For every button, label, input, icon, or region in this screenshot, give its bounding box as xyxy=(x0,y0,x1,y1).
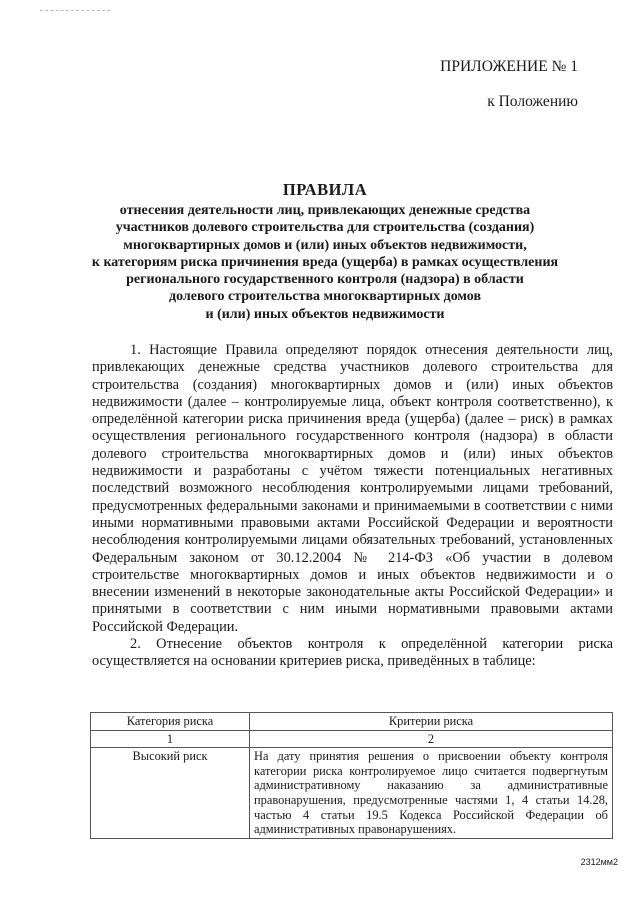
appendix-reference: к Положению xyxy=(487,93,578,110)
title-main: ПРАВИЛА xyxy=(282,180,368,199)
header-risk-criteria: Критерии риска xyxy=(250,713,613,731)
appendix-number: ПРИЛОЖЕНИЕ № 1 xyxy=(440,58,578,75)
risk-criteria-cell: На дату принятия решения о присвоении объекту контроля категории риска контролируемое лицо считается подвергнутым административному наказанию за административные правонарушения, предусмотренные частями 1, 4 статьи 14.28, частью 4 статьи 19.5 Кодекса Российской Федерации об административных правонарушениях. xyxy=(250,748,613,839)
title-line: к категориям риска причинения вреда (ущерба) в рамках осуществления xyxy=(91,254,559,270)
risk-category-cell: Высокий риск xyxy=(91,748,250,839)
document-body xyxy=(92,342,613,671)
title-line: долевого строительства многоквартирных домов xyxy=(169,289,481,305)
paragraph-2: 2. Отнесение объектов контроля к определённой категории риска осуществляется на основании критериев риска, приведённых в таблице: xyxy=(92,636,613,670)
title-line: участников долевого строительства для строительства (создания) xyxy=(115,220,535,236)
risk-criteria-table xyxy=(90,712,613,839)
scan-artifact xyxy=(40,10,110,11)
table-row xyxy=(91,748,613,839)
column-number: 1 xyxy=(91,730,250,748)
table-header-row xyxy=(91,713,613,731)
paragraph-1: 1. Настоящие Правила определяют порядок отнесения деятельности лиц, привлекающих денежные средства участников долевого строительства для строительства (создания) многоквартирных домов и (или) иных объектов недвижимости (далее – контролируемые лица, объект контроля соответственно), к определённой категории риска причинения вреда (ущерба) (далее – риск) в рамках осуществления регионального государственного контроля (надзора) в области долевого строительства многоквартирных домов и (или) иных объектов недвижимости и разработаны с учётом тяжести потенциальных негативных последствий возможного несоблюдения контролируемыми лицами требований, предусмотренных федеральными законами и принимаемыми в соответствии с ними иными нормативными правовыми актами Российской Федерации и вероятности несоблюдения контролируемыми лицами обязательных требований, установленных Федеральным законом от 30.12.2004 № 214-ФЗ «Об участии в долевом строительстве многоквартирных домов и иных объектов недвижимости и о внесении изменений в некоторые законодательные акты Российской Федерации» и принятыми в соответствии с ним иными нормативными правовыми актами Российской Федерации. xyxy=(92,342,613,635)
header-risk-category: Категория риска xyxy=(91,713,250,731)
title-line: и (или) иных объектов недвижимости xyxy=(205,306,445,322)
table-number-row xyxy=(91,730,613,748)
column-number: 2 xyxy=(250,730,613,748)
document-code: 2312мм2 xyxy=(580,857,618,867)
title-line: отнесения деятельности лиц, привлекающих денежные средства xyxy=(119,203,531,218)
appendix-header xyxy=(440,58,578,111)
title-line: многоквартирных домов и (или) иных объектов недвижимости, xyxy=(123,237,527,253)
title-line: регионального государственного контроля (надзора) в области xyxy=(126,272,524,288)
document-title xyxy=(90,180,560,323)
